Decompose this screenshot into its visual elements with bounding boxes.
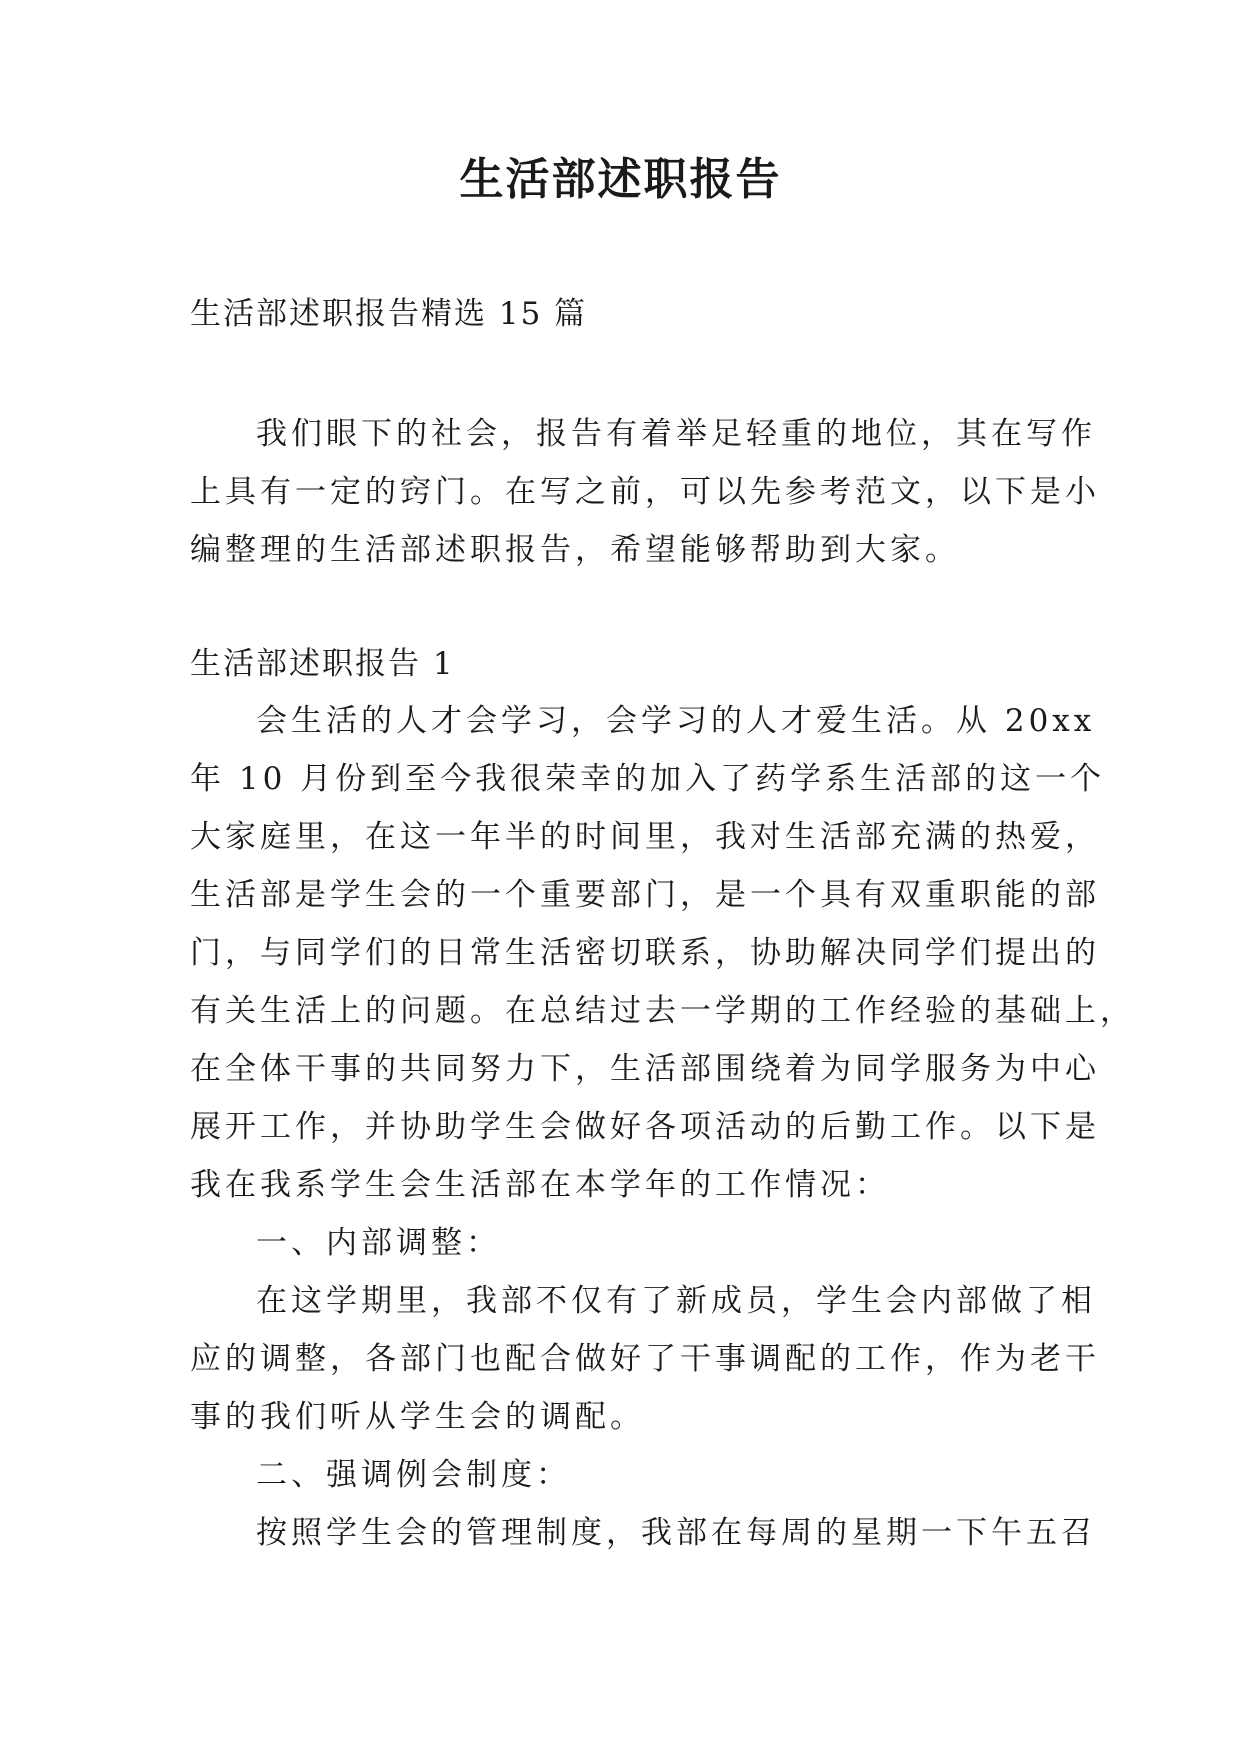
- intro-line: 上具有一定的窍门。在写之前，可以先参考范文，以下是小: [190, 474, 1100, 510]
- section-body: [190, 692, 1135, 1562]
- body-line: 生活部是学生会的一个重要部门，是一个具有双重职能的部: [190, 877, 1100, 913]
- intro-paragraph: [190, 405, 1100, 579]
- body-line: 应的调整，各部门也配合做好了干事调配的工作，作为老干: [190, 1341, 1100, 1377]
- body-line: 事的我们听从学生会的调配。: [190, 1399, 645, 1435]
- intro-line: 我们眼下的社会，报告有着举足轻重的地位，其在写作: [256, 416, 1096, 452]
- body-line: 在这学期里，我部不仅有了新成员，学生会内部做了相: [256, 1283, 1096, 1319]
- subheading-meeting-system: 二、强调例会制度：: [256, 1457, 571, 1493]
- body-line: 我在我系学生会生活部在本学年的工作情况：: [190, 1167, 890, 1203]
- body-line: 门，与同学们的日常生活密切联系，协助解决同学们提出的: [190, 935, 1100, 971]
- intro-line: 编整理的生活部述职报告，希望能够帮助到大家。: [190, 532, 960, 568]
- body-line: 展开工作，并协助学生会做好各项活动的后勤工作。以下是: [190, 1109, 1100, 1145]
- section-heading: 生活部述职报告 1: [190, 646, 455, 682]
- document-title: 生活部述职报告: [459, 154, 782, 205]
- subheading-internal-adjustment: 一、内部调整：: [256, 1225, 501, 1261]
- body-line: 会生活的人才会学习，会学习的人才爱生活。从 20xx: [256, 703, 1096, 739]
- body-line: 年 10 月份到至今我很荣幸的加入了药学系生活部的这一个: [190, 761, 1106, 797]
- body-line: 在全体干事的共同努力下，生活部围绕着为同学服务为中心: [190, 1051, 1100, 1087]
- body-line: 按照学生会的管理制度，我部在每周的星期一下午五召: [256, 1515, 1096, 1551]
- document-subtitle: 生活部述职报告精选 15 篇: [190, 296, 588, 332]
- body-line: 大家庭里，在这一年半的时间里，我对生活部充满的热爱，: [190, 819, 1100, 855]
- body-line: 有关生活上的问题。在总结过去一学期的工作经验的基础上，: [190, 993, 1135, 1029]
